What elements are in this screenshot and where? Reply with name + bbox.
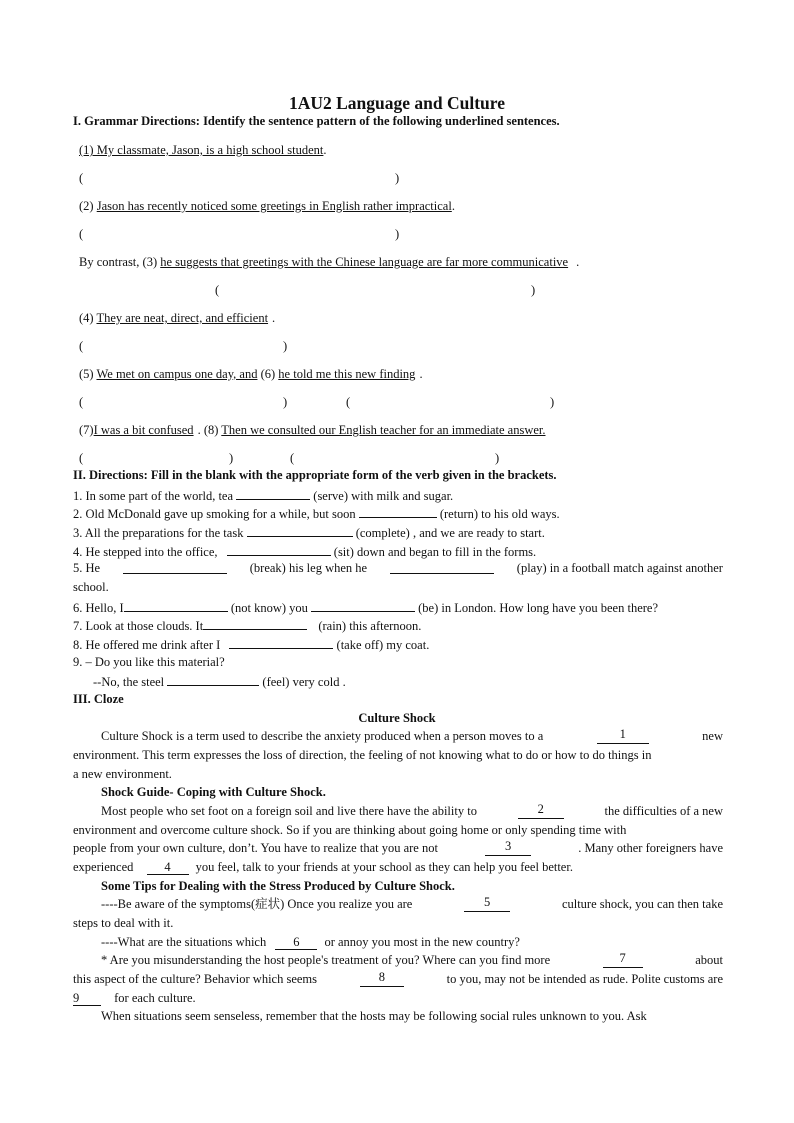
sentence-7-8 (79, 422, 546, 438)
section-2-heading: II. Directions: Fill in the blank with the appropriate form of the verb given in the brackets. (73, 468, 557, 482)
subheading-shock-guide: Shock Guide- Coping with Culture Shock. (101, 785, 326, 799)
passage-text: for each culture. (114, 991, 196, 1005)
question-9-response (93, 672, 346, 690)
cloze-blank-2[interactable]: 2 (518, 803, 564, 819)
answer-paren-1-open: ( (79, 171, 84, 185)
period: . (451, 199, 455, 213)
passage-line-4 (101, 803, 723, 819)
question-3-text: 3. All the preparations for the task (73, 526, 244, 540)
answer-blank-9[interactable] (167, 672, 259, 686)
passage-line-3: a new environment. (73, 767, 172, 781)
passage-line-9: steps to deal with it. (73, 916, 174, 930)
passage-text: or annoy you most in the new country? (324, 935, 520, 949)
period: . (419, 367, 423, 381)
passage-line-7 (73, 859, 573, 875)
question-7-text: 7. Look at those clouds. It (73, 619, 204, 633)
answer-blank-1[interactable] (236, 486, 310, 500)
answer-paren-6-close: ) (550, 395, 555, 409)
sentence-2 (79, 198, 455, 214)
passage-text: . Many other foreigners have (578, 841, 723, 855)
sentence-8-text: Then we consulted our English teacher for an immediate answer. (221, 423, 546, 437)
passage-text: experienced (73, 860, 134, 874)
page-title: 1AU2 Language and Culture (288, 93, 506, 113)
question-6-text-end: (be) in London. How long have you been there? (418, 601, 658, 615)
sentence-3-text: he suggests that greetings with the Chinese language are far more communicative (160, 255, 569, 269)
question-7-text-end: (rain) this afternoon. (318, 619, 422, 633)
passage-title: Culture Shock (358, 711, 436, 725)
period: . (323, 143, 327, 157)
period: . (197, 423, 201, 437)
question-1-text-end: (serve) with milk and sugar. (313, 489, 454, 503)
passage-text: ----What are the situations which (101, 935, 267, 949)
question-7 (73, 616, 421, 634)
passage-line-6 (73, 840, 723, 856)
answer-blank-5a[interactable] (123, 560, 227, 574)
sentence-5-text: We met on campus one day, and (96, 367, 258, 381)
passage-line-11 (101, 952, 723, 968)
passage-line-10 (101, 934, 520, 950)
question-5 (73, 560, 723, 576)
sentence-1-text: (1) My classmate, Jason, is a high school student (79, 143, 324, 157)
passage-line-14: When situations seem senseless, remember that the hosts may be following social rules unknown to you. Ask (101, 1009, 647, 1023)
section-3-heading: III. Cloze (73, 692, 124, 706)
sentence-8-number: (8) (203, 423, 219, 437)
question-4-text-end: (sit) down and began to fill in the forms. (333, 545, 537, 559)
passage-text: Most people who set foot on a foreign soil and live there have the ability to (101, 804, 477, 818)
question-5-text: 5. He (73, 561, 101, 575)
answer-paren-2-open: ( (79, 227, 84, 241)
passage-text: the difficulties of a new (604, 804, 723, 818)
cloze-blank-5[interactable]: 5 (464, 896, 510, 912)
answer-blank-7[interactable] (203, 616, 307, 630)
passage-line-13 (73, 990, 196, 1006)
answer-paren-6-open: ( (346, 395, 351, 409)
question-4 (73, 542, 536, 560)
question-6 (73, 598, 658, 616)
answer-paren-3-close: ) (531, 283, 536, 297)
passage-line-1 (73, 728, 723, 744)
cloze-blank-3[interactable]: 3 (485, 840, 531, 856)
answer-blank-2[interactable] (359, 504, 437, 518)
question-9: 9. – Do you like this material? (73, 655, 225, 669)
question-5-text-mid: (break) his leg when he (249, 561, 368, 575)
question-5-text-end: (play) in a football match against another (516, 561, 723, 575)
question-4-text: 4. He stepped into the office, (73, 545, 218, 559)
cloze-blank-6[interactable]: 6 (275, 936, 317, 950)
period: . (576, 255, 580, 269)
answer-blank-6b[interactable] (311, 598, 415, 612)
question-2 (73, 504, 560, 522)
answer-paren-5-close: ) (283, 395, 288, 409)
cloze-blank-8[interactable]: 8 (360, 971, 404, 987)
answer-paren-5-open: ( (79, 395, 84, 409)
question-8-text: 8. He offered me drink after I (73, 638, 221, 652)
question-1 (73, 486, 453, 504)
answer-paren-1-close: ) (395, 171, 400, 185)
sentence-5-number: (5) (79, 367, 94, 381)
subheading-tips: Some Tips for Dealing with the Stress Produced by Culture Shock. (101, 879, 455, 893)
sentence-6-text: he told me this new finding (278, 367, 416, 381)
answer-blank-3[interactable] (247, 523, 353, 537)
answer-paren-8-close: ) (495, 451, 500, 465)
passage-line-8 (101, 896, 723, 912)
passage-text: Culture Shock is a term used to describe the anxiety produced when a person moves to a (101, 729, 544, 743)
cloze-blank-4[interactable]: 4 (147, 861, 189, 875)
cloze-blank-7[interactable]: 7 (603, 952, 643, 968)
question-2-text: 2. Old McDonald gave up smoking for a while, but soon (73, 507, 356, 521)
period: . (272, 311, 276, 325)
passage-text: people from your own culture, don’t. You have to realize that you are not (73, 841, 438, 855)
answer-paren-7-open: ( (79, 451, 84, 465)
answer-paren-7-close: ) (229, 451, 234, 465)
cloze-blank-1[interactable]: 1 (597, 728, 649, 744)
passage-text: to you, may not be intended as rude. Polite customs are (446, 972, 723, 986)
sentence-7-number: (7) (79, 423, 94, 437)
answer-paren-8-open: ( (290, 451, 295, 465)
passage-text: this aspect of the culture? Behavior which seems (73, 972, 318, 986)
section-1-heading: I. Grammar Directions: Identify the sentence pattern of the following underlined sentences. (73, 114, 560, 128)
sentence-3 (79, 254, 579, 270)
answer-blank-6a[interactable] (124, 598, 228, 612)
sentence-7-text: I was a bit confused (93, 423, 194, 437)
sentence-4-number: (4) (79, 311, 94, 325)
sentence-3-prefix: By contrast, (3) (79, 255, 158, 269)
question-2-text-end: (return) to his old ways. (439, 507, 560, 521)
answer-paren-4-open: ( (79, 339, 84, 353)
question-9-text-end: (feel) very cold . (262, 675, 346, 689)
question-9-text: --No, the steel (93, 675, 165, 689)
cloze-blank-9[interactable]: 9 (73, 992, 101, 1006)
passage-text: you feel, talk to your friends at your school as they can help you feel better. (195, 860, 573, 874)
answer-blank-4[interactable] (227, 542, 331, 556)
passage-text: culture shock, you can then take (561, 897, 723, 911)
passage-line-5: environment and overcome culture shock. So if you are thinking about going home or only spending time with (73, 823, 627, 837)
passage-text: ----Be aware of the symptoms(症状) Once you realize you are (101, 897, 413, 911)
sentence-1 (79, 142, 327, 158)
sentence-4 (79, 310, 275, 326)
question-5-continued: school. (73, 580, 109, 594)
passage-text: * Are you misunderstanding the host people's treatment of you? Where can you find more (101, 953, 551, 967)
answer-blank-8[interactable] (229, 635, 333, 649)
passage-line-12 (73, 971, 723, 987)
question-6-text: 6. Hello, I (73, 601, 124, 615)
question-3-text-end: (complete) , and we are ready to start. (355, 526, 545, 540)
question-8 (73, 635, 429, 653)
answer-paren-2-close: ) (395, 227, 400, 241)
question-3 (73, 523, 545, 541)
sentence-4-text: They are neat, direct, and efficient (96, 311, 269, 325)
passage-line-2: environment. This term expresses the loss of direction, the feeling of not knowing what to do or how to do things in (73, 748, 652, 762)
question-6-text-mid: (not know) you (230, 601, 308, 615)
sentence-5-6 (79, 366, 423, 382)
sentence-2-text: Jason has recently noticed some greetings in English rather impractical (96, 199, 452, 213)
sentence-6-number: (6) (260, 367, 276, 381)
answer-paren-4-close: ) (283, 339, 288, 353)
question-8-text-end: (take off) my coat. (336, 638, 430, 652)
passage-text: about (695, 953, 723, 967)
sentence-2-number: (2) (79, 199, 94, 213)
answer-paren-3-open: ( (215, 283, 220, 297)
passage-text: new (702, 729, 723, 743)
question-1-text: 1. In some part of the world, tea (73, 489, 234, 503)
answer-blank-5b[interactable] (390, 560, 494, 574)
